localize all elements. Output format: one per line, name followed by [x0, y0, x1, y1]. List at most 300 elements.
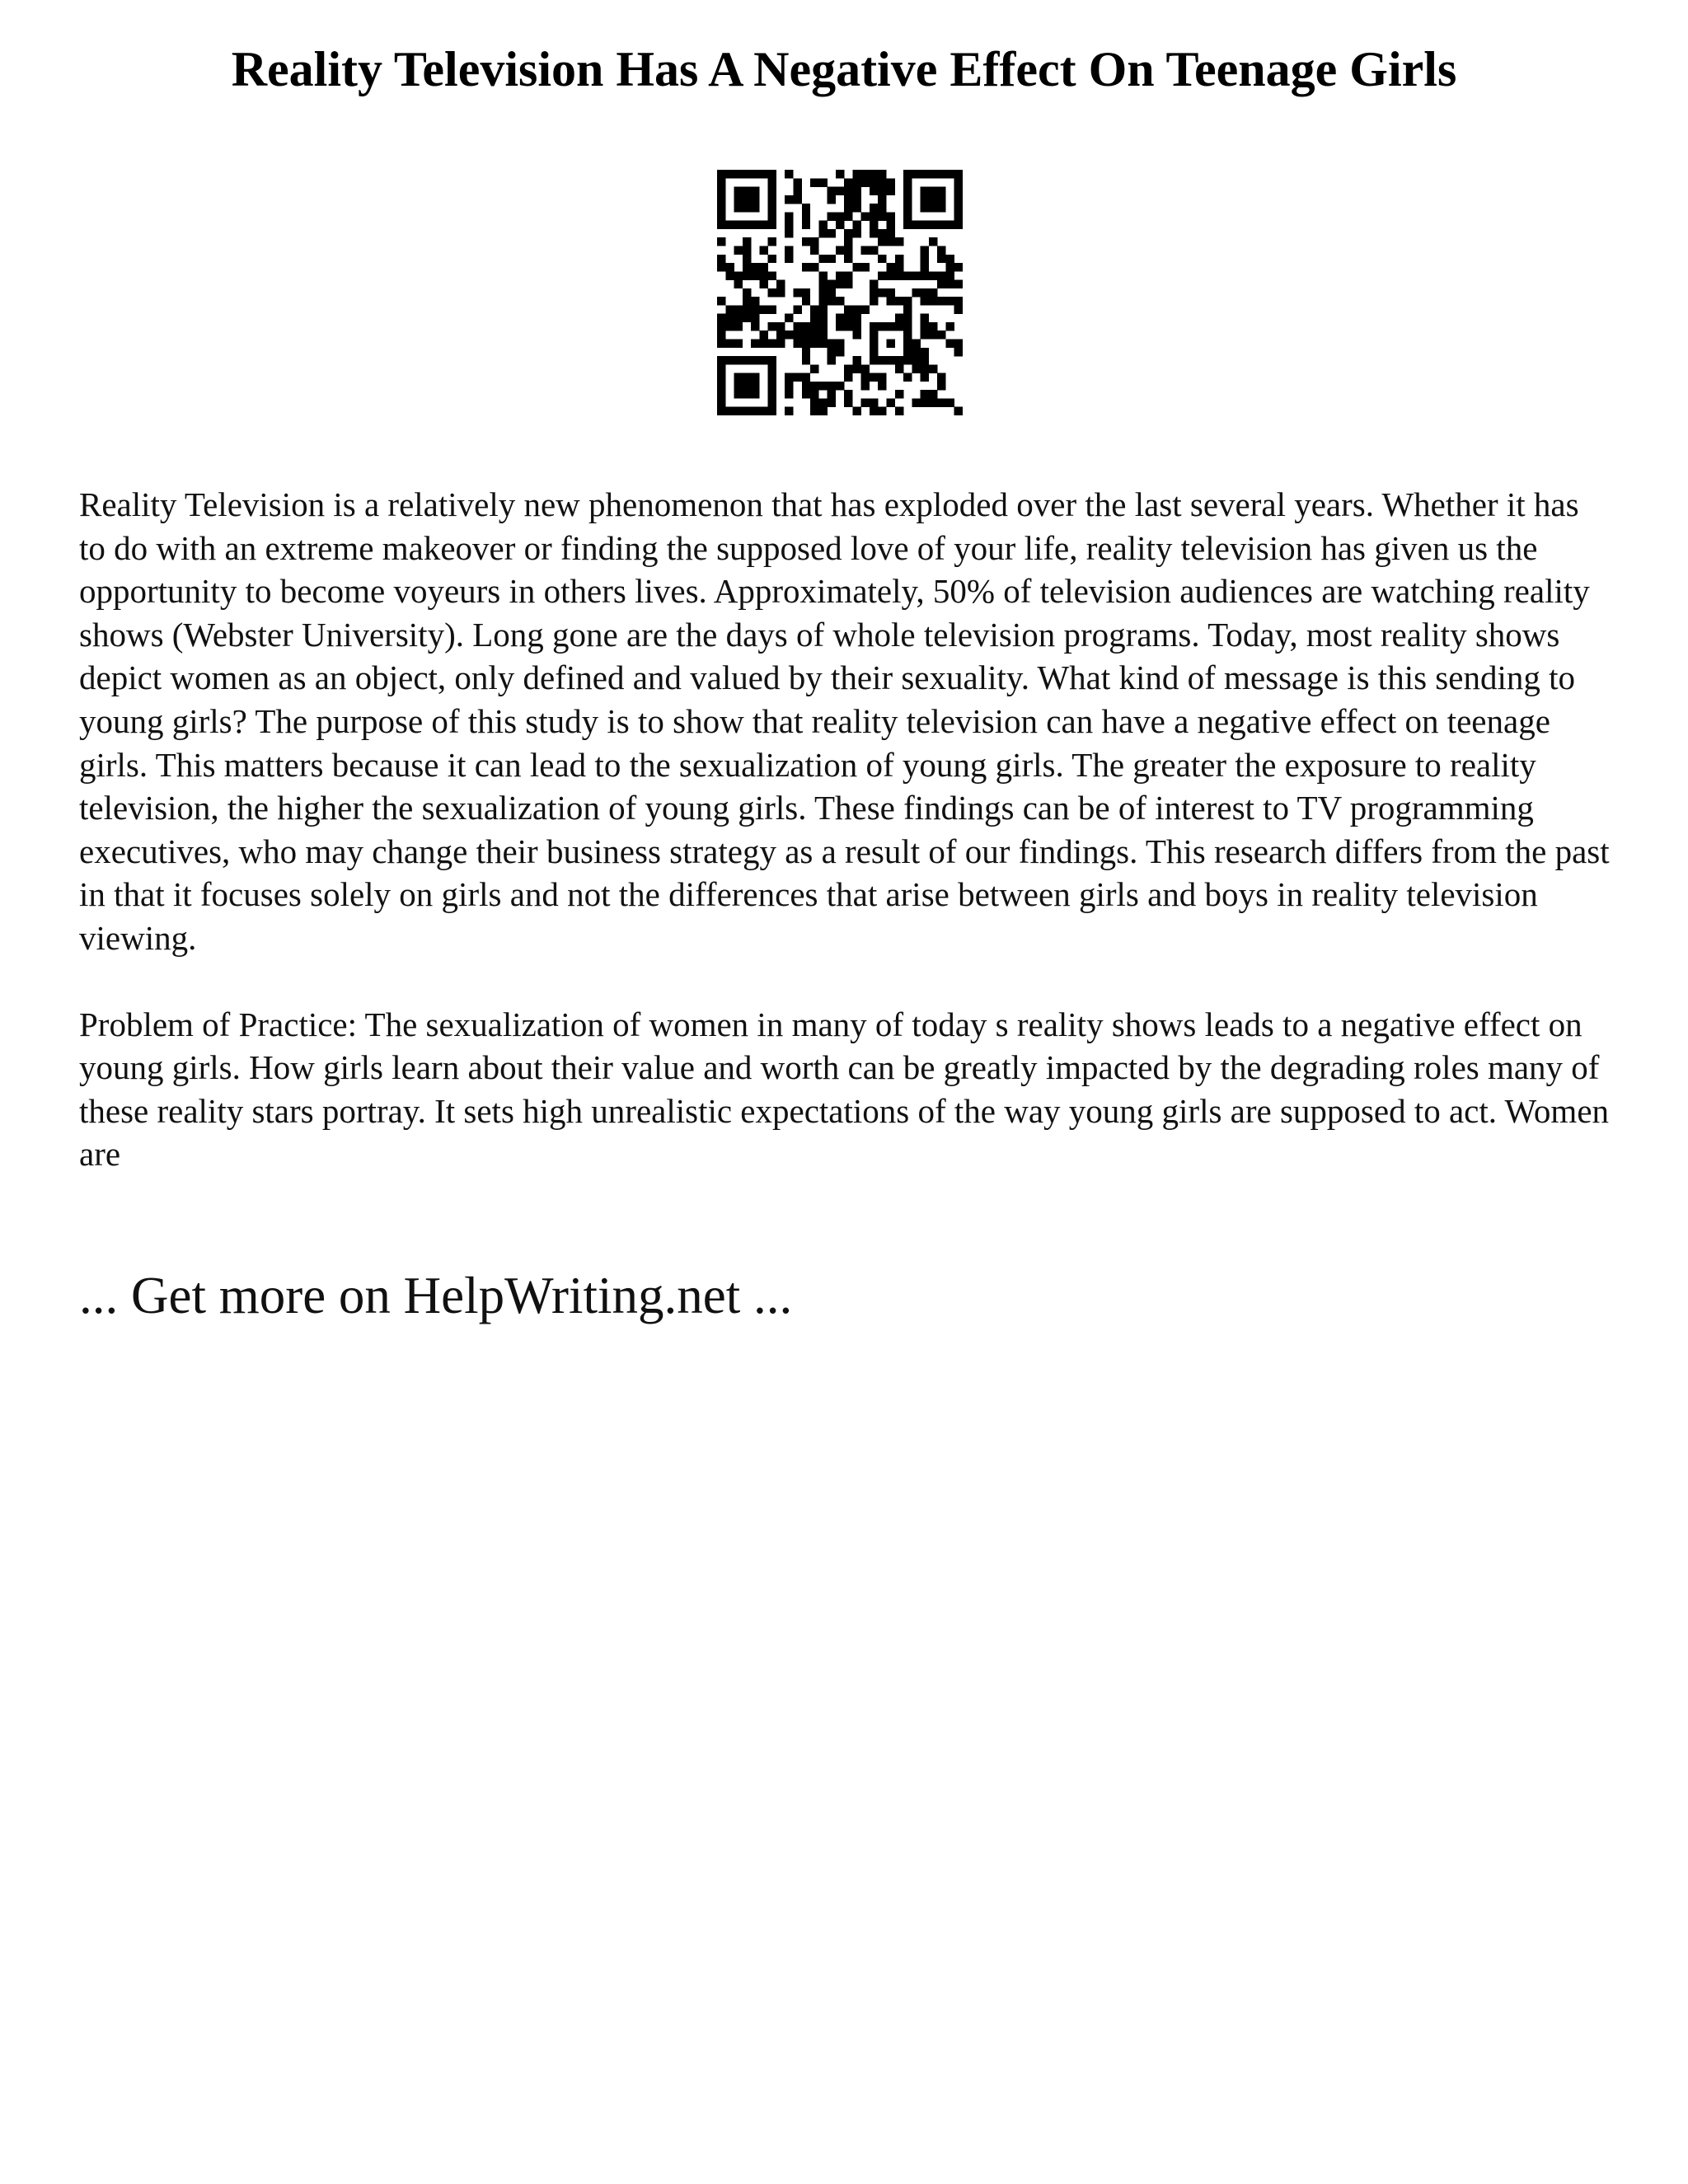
qr-module [954, 340, 963, 348]
qr-module [887, 178, 895, 186]
qr-module [921, 170, 929, 178]
qr-module [810, 305, 818, 313]
get-more-link[interactable]: ... Get more on HelpWriting.net ... [79, 1267, 793, 1324]
qr-module [945, 271, 954, 279]
qr-module [828, 297, 836, 305]
qr-module [802, 373, 810, 382]
qr-module [751, 305, 759, 313]
qr-module [861, 398, 870, 406]
qr-module [717, 195, 725, 204]
qr-module [861, 178, 870, 186]
qr-module [929, 390, 937, 398]
qr-module [759, 263, 767, 271]
qr-module [725, 340, 734, 348]
qr-module [743, 271, 751, 279]
qr-module [768, 288, 776, 297]
qr-module [929, 195, 937, 204]
qr-module [818, 229, 827, 237]
qr-module [743, 204, 751, 212]
qr-module [852, 229, 860, 237]
qr-module [717, 178, 725, 186]
qr-module [912, 364, 920, 373]
qr-module [743, 297, 751, 305]
qr-module [929, 330, 937, 339]
qr-module [717, 255, 725, 263]
qr-module [734, 187, 743, 195]
qr-module [776, 280, 785, 288]
qr-module [759, 305, 767, 313]
qr-module [954, 170, 963, 178]
qr-module [954, 212, 963, 220]
qr-module [887, 263, 895, 271]
qr-module [836, 271, 844, 279]
qr-module [725, 170, 734, 178]
qr-module [937, 255, 945, 263]
qr-module [768, 322, 776, 330]
qr-module [937, 271, 945, 279]
qr-module [852, 356, 860, 364]
qr-module [954, 263, 963, 271]
qr-module [912, 340, 920, 348]
qr-module [921, 297, 929, 305]
qr-module [802, 382, 810, 390]
qr-module [751, 221, 759, 229]
qr-module [725, 322, 734, 330]
qr-module [785, 221, 793, 229]
qr-module [903, 340, 912, 348]
qr-module [878, 170, 886, 178]
qr-module [887, 237, 895, 246]
qr-module [785, 390, 793, 398]
qr-module [818, 330, 827, 339]
qr-module [725, 356, 734, 364]
qr-module [878, 204, 886, 212]
qr-module [937, 330, 945, 339]
qr-module [768, 305, 776, 313]
qr-module [810, 340, 818, 348]
qr-code-graphic [717, 170, 963, 415]
qr-module [734, 246, 743, 254]
qr-module [921, 314, 929, 322]
qr-module [954, 305, 963, 313]
qr-module [852, 330, 860, 339]
qr-module [828, 255, 836, 263]
qr-module [903, 348, 912, 356]
qr-module [743, 356, 751, 364]
qr-module [870, 246, 878, 254]
qr-module [921, 246, 929, 254]
qr-module [768, 170, 776, 178]
qr-module [870, 398, 878, 406]
qr-module [717, 340, 725, 348]
qr-module [870, 356, 878, 364]
qr-module [717, 330, 725, 339]
qr-module [776, 340, 785, 348]
qr-module [861, 212, 870, 220]
qr-module [921, 322, 929, 330]
qr-module [861, 305, 870, 313]
qr-module [878, 255, 886, 263]
qr-module [751, 356, 759, 364]
qr-module [887, 221, 895, 229]
qr-module [828, 356, 836, 364]
qr-module [903, 330, 912, 339]
qr-module [759, 221, 767, 229]
qr-module [802, 390, 810, 398]
qr-module [844, 305, 852, 313]
qr-module [937, 170, 945, 178]
document-body [79, 483, 1612, 1219]
qr-module [717, 221, 725, 229]
qr-module [810, 398, 818, 406]
qr-module [725, 305, 734, 313]
qr-module [793, 178, 801, 186]
qr-module [810, 246, 818, 254]
qr-module [844, 229, 852, 237]
qr-module [828, 212, 836, 220]
qr-module [836, 212, 844, 220]
qr-module [852, 170, 860, 178]
qr-module [912, 356, 920, 364]
qr-module [903, 373, 912, 382]
qr-module [768, 390, 776, 398]
qr-module [810, 263, 818, 271]
qr-module [912, 221, 920, 229]
qr-module [785, 407, 793, 415]
qr-module [725, 263, 734, 271]
qr-module [759, 340, 767, 348]
qr-module [828, 288, 836, 297]
qr-module [937, 398, 945, 406]
qr-module [903, 212, 912, 220]
qr-module [836, 382, 844, 390]
qr-module [895, 407, 903, 415]
qr-module [743, 373, 751, 382]
qr-module [844, 204, 852, 212]
qr-module [836, 170, 844, 178]
qr-module [768, 364, 776, 373]
qr-module [768, 187, 776, 195]
qr-module [945, 255, 954, 263]
qr-module [844, 271, 852, 279]
qr-module [852, 187, 860, 195]
qr-module [743, 221, 751, 229]
qr-module [878, 178, 886, 186]
qr-module [895, 297, 903, 305]
qr-module [844, 255, 852, 263]
qr-module [751, 373, 759, 382]
qr-module [929, 398, 937, 406]
qr-module [921, 364, 929, 373]
qr-module [734, 280, 743, 288]
qr-module [717, 373, 725, 382]
qr-module [903, 297, 912, 305]
qr-module [818, 314, 827, 322]
qr-module [759, 356, 767, 364]
qr-module [921, 373, 929, 382]
qr-module [878, 187, 886, 195]
qr-module [921, 195, 929, 204]
qr-module [870, 229, 878, 237]
qr-module [828, 280, 836, 288]
qr-module [818, 398, 827, 406]
qr-module [743, 170, 751, 178]
qr-module [903, 221, 912, 229]
qr-module [785, 330, 793, 339]
qr-module [810, 314, 818, 322]
qr-module [759, 246, 767, 254]
qr-module [802, 340, 810, 348]
qr-module [793, 322, 801, 330]
qr-module [887, 322, 895, 330]
qr-module [878, 382, 886, 390]
qr-module [844, 178, 852, 186]
qr-module [844, 246, 852, 254]
qr-module [785, 212, 793, 220]
qr-module [929, 204, 937, 212]
qr-module [743, 246, 751, 254]
qr-module [836, 187, 844, 195]
qr-module [895, 271, 903, 279]
qr-module [895, 390, 903, 398]
qr-module [852, 314, 860, 322]
qr-module [818, 382, 827, 390]
qr-module [793, 373, 801, 382]
qr-module [768, 255, 776, 263]
qr-module [818, 288, 827, 297]
qr-module [734, 382, 743, 390]
qr-module [921, 330, 929, 339]
qr-module [929, 288, 937, 297]
qr-module [887, 288, 895, 297]
qr-module [870, 280, 878, 288]
qr-module [921, 263, 929, 271]
qr-module [717, 170, 725, 178]
qr-module [725, 271, 734, 279]
qr-module [878, 373, 886, 382]
qr-module [887, 340, 895, 348]
qr-module [870, 204, 878, 212]
qr-module [810, 390, 818, 398]
qr-module [861, 373, 870, 382]
qr-module [878, 271, 886, 279]
qr-module [725, 221, 734, 229]
qr-module [895, 237, 903, 246]
qr-module [870, 288, 878, 297]
qr-module [768, 407, 776, 415]
qr-module [937, 187, 945, 195]
qr-module [751, 204, 759, 212]
qr-module [836, 348, 844, 356]
qr-module [743, 263, 751, 271]
qr-module [895, 356, 903, 364]
qr-module [751, 263, 759, 271]
qr-module [844, 398, 852, 406]
qr-module [895, 364, 903, 373]
qr-module [810, 178, 818, 186]
qr-module [793, 195, 801, 204]
qr-module [785, 246, 793, 254]
qr-module [954, 348, 963, 356]
qr-module [734, 322, 743, 330]
qr-module [828, 348, 836, 356]
qr-module [921, 390, 929, 398]
qr-module [776, 330, 785, 339]
qr-module [937, 221, 945, 229]
qr-module [828, 187, 836, 195]
qr-module [878, 212, 886, 220]
qr-module [852, 407, 860, 415]
qr-module [954, 195, 963, 204]
qr-module [717, 407, 725, 415]
qr-module [717, 187, 725, 195]
qr-module [768, 178, 776, 186]
qr-module [929, 237, 937, 246]
qr-module [785, 195, 793, 204]
qr-module [903, 187, 912, 195]
qr-module [937, 204, 945, 212]
qr-module [844, 322, 852, 330]
qr-module [818, 271, 827, 279]
qr-module [768, 237, 776, 246]
qr-module [818, 340, 827, 348]
qr-module [751, 187, 759, 195]
qr-module [954, 178, 963, 186]
qr-module [878, 229, 886, 237]
qr-module [785, 170, 793, 178]
qr-module [743, 237, 751, 246]
qr-module [861, 364, 870, 373]
qr-module [751, 382, 759, 390]
qr-module [836, 314, 844, 322]
qr-module [852, 364, 860, 373]
qr-module [870, 348, 878, 356]
qr-module [734, 356, 743, 364]
qr-module [921, 255, 929, 263]
qr-module [870, 322, 878, 330]
qr-module [828, 195, 836, 204]
qr-module [818, 280, 827, 288]
qr-module [743, 314, 751, 322]
qr-module [768, 340, 776, 348]
qr-module [828, 229, 836, 237]
qr-module [751, 314, 759, 322]
qr-module [844, 314, 852, 322]
qr-module [751, 340, 759, 348]
qr-module [725, 314, 734, 322]
qr-module [802, 221, 810, 229]
qr-module [921, 348, 929, 356]
qr-module [818, 305, 827, 313]
qr-module [870, 221, 878, 229]
qr-module [945, 221, 954, 229]
qr-module [945, 398, 954, 406]
qr-module [945, 322, 954, 330]
qr-module [852, 305, 860, 313]
qr-module [818, 221, 827, 229]
qr-module [954, 204, 963, 212]
qr-module [921, 204, 929, 212]
document-title: Reality Television Has A Negative Effect On Teenage Girls [231, 42, 1457, 96]
qr-module [895, 263, 903, 271]
qr-module [810, 322, 818, 330]
qr-module [802, 263, 810, 271]
qr-module [870, 178, 878, 186]
qr-module [768, 221, 776, 229]
qr-module [793, 187, 801, 195]
qr-module [912, 348, 920, 356]
qr-module [776, 322, 785, 330]
qr-module [818, 178, 827, 186]
qr-module [768, 204, 776, 212]
qr-module [768, 373, 776, 382]
qr-module [937, 246, 945, 254]
qr-module [810, 407, 818, 415]
qr-module [945, 280, 954, 288]
qr-module [768, 398, 776, 406]
qr-module [929, 322, 937, 330]
qr-module [870, 170, 878, 178]
qr-module [937, 373, 945, 382]
qr-module [751, 390, 759, 398]
qr-module [921, 288, 929, 297]
qr-module [802, 204, 810, 212]
qr-module [743, 305, 751, 313]
qr-module [818, 322, 827, 330]
qr-module [852, 178, 860, 186]
qr-module [836, 246, 844, 254]
qr-module [759, 330, 767, 339]
qr-module [861, 170, 870, 178]
qr-module [717, 398, 725, 406]
qr-module [937, 382, 945, 390]
qr-module [717, 356, 725, 364]
qr-module [810, 330, 818, 339]
qr-module [734, 305, 743, 313]
qr-module [844, 187, 852, 195]
qr-module [725, 407, 734, 415]
qr-module [887, 297, 895, 305]
qr-module [785, 314, 793, 322]
qr-module [903, 305, 912, 313]
qr-module [903, 195, 912, 204]
qr-module [844, 212, 852, 220]
qr-module [751, 297, 759, 305]
qr-module [878, 195, 886, 204]
qr-module [734, 407, 743, 415]
qr-module [895, 255, 903, 263]
qr-module [734, 314, 743, 322]
qr-module [810, 382, 818, 390]
qr-module [828, 390, 836, 398]
qr-module [921, 356, 929, 364]
qr-module [852, 263, 860, 271]
qr-module [802, 330, 810, 339]
qr-module [870, 212, 878, 220]
qr-module [929, 221, 937, 229]
qr-module [937, 195, 945, 204]
qr-module [734, 170, 743, 178]
qr-module [852, 204, 860, 212]
qr-module [818, 407, 827, 415]
qr-module [921, 398, 929, 406]
qr-module [818, 297, 827, 305]
qr-module [887, 398, 895, 406]
qr-module [717, 263, 725, 271]
qr-module [802, 212, 810, 220]
qr-module [861, 263, 870, 271]
qr-module [717, 314, 725, 322]
